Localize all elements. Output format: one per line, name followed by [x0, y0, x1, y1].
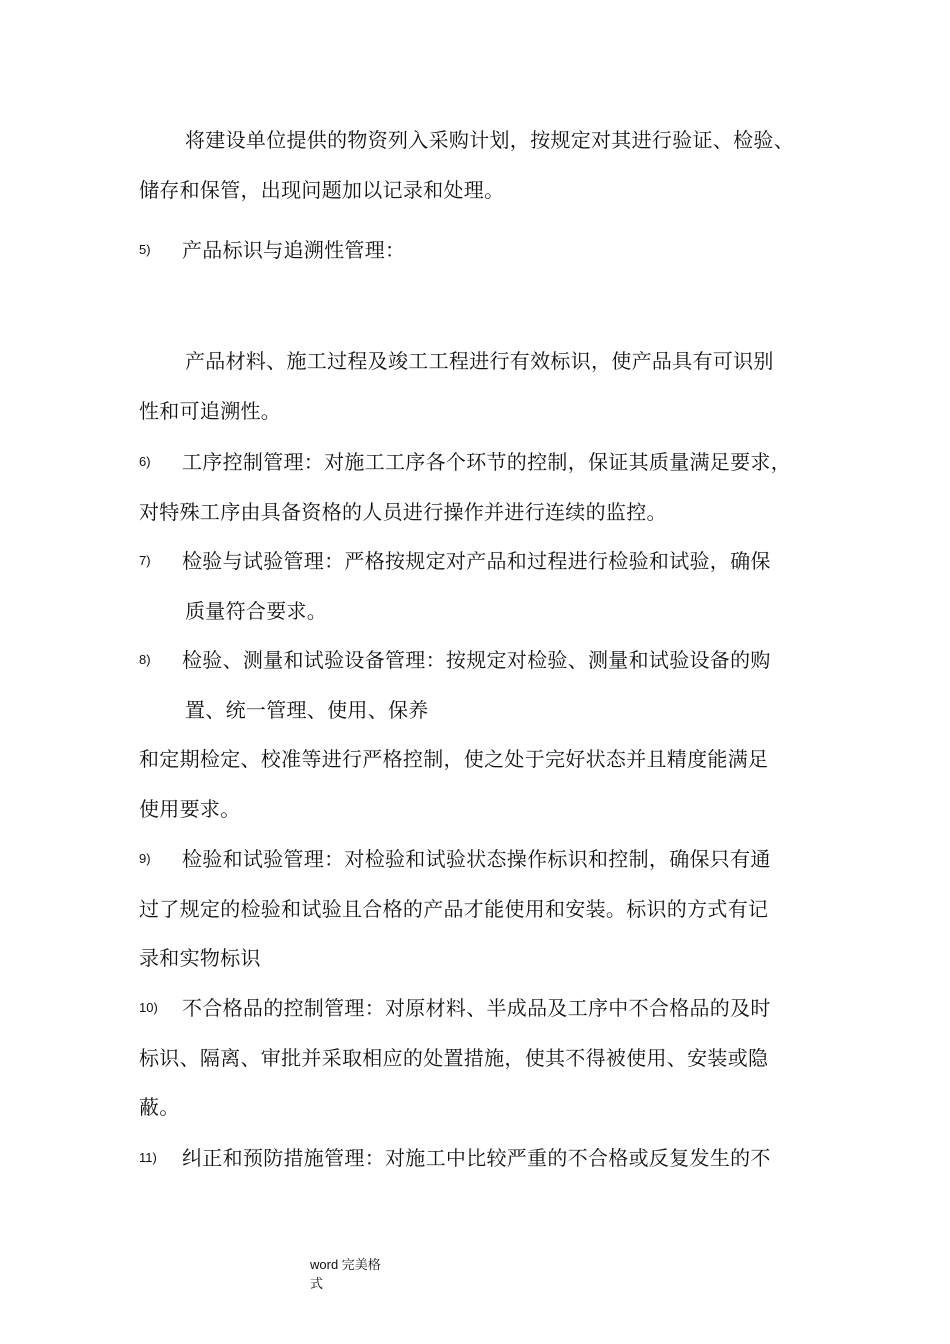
page-footer-line: 式 — [310, 1276, 324, 1291]
list-item-heading: 产品标识与追溯性管理： — [182, 238, 406, 262]
list-item-line: 录和实物标识 — [139, 946, 261, 970]
list-item-line: 过了规定的检验和试验且合格的产品才能使用和安装。标识的方式有记 — [139, 897, 769, 921]
list-number: 11) — [139, 1150, 157, 1165]
paragraph-line: 将建设单位提供的物资列入采购计划，按规定对其进行验证、检验、 — [185, 128, 794, 152]
paragraph-line: 储存和保管，出现问题加以记录和处理。 — [139, 178, 505, 202]
list-item-line: 工序控制管理：对施工工序各个环节的控制，保证其质量满足要求， — [182, 450, 791, 474]
list-item-line: 纠正和预防措施管理：对施工中比较严重的不合格或反复发生的不 — [182, 1146, 771, 1170]
list-number: 5) — [139, 242, 151, 257]
list-item-line: 检验、测量和试验设备管理：按规定对检验、测量和试验设备的购 — [182, 648, 771, 672]
paragraph-line: 性和可追溯性。 — [139, 399, 282, 423]
list-item-line: 置、统一管理、使用、保养 — [185, 698, 429, 722]
list-item-line: 蔽。 — [139, 1095, 180, 1119]
list-item-line: 标识、隔离、审批并采取相应的处置措施，使其不得被使用、安装或隐 — [139, 1046, 769, 1070]
list-number: 8) — [139, 652, 151, 667]
list-item-line: 检验与试验管理：严格按规定对产品和过程进行检验和试验，确保 — [182, 549, 771, 573]
list-number: 9) — [139, 851, 151, 866]
paragraph-line: 产品材料、施工过程及竣工工程进行有效标识，使产品具有可识别 — [185, 349, 774, 373]
list-item-line: 对特殊工序由具备资格的人员进行操作并进行连续的监控。 — [139, 500, 667, 524]
page-footer-line: word 完美格 — [310, 1257, 381, 1272]
list-item-line: 检验和试验管理：对检验和试验状态操作标识和控制，确保只有通 — [182, 847, 771, 871]
list-number: 6) — [139, 454, 151, 469]
list-item-line: 不合格品的控制管理：对原材料、半成品及工序中不合格品的及时 — [182, 996, 771, 1020]
list-item-line: 质量符合要求。 — [185, 599, 328, 623]
list-number: 10) — [139, 1000, 158, 1015]
list-number: 7) — [139, 553, 151, 568]
list-item-line: 和定期检定、校准等进行严格控制，使之处于完好状态并且精度能满足 — [139, 747, 769, 771]
list-item-line: 使用要求。 — [139, 797, 241, 821]
